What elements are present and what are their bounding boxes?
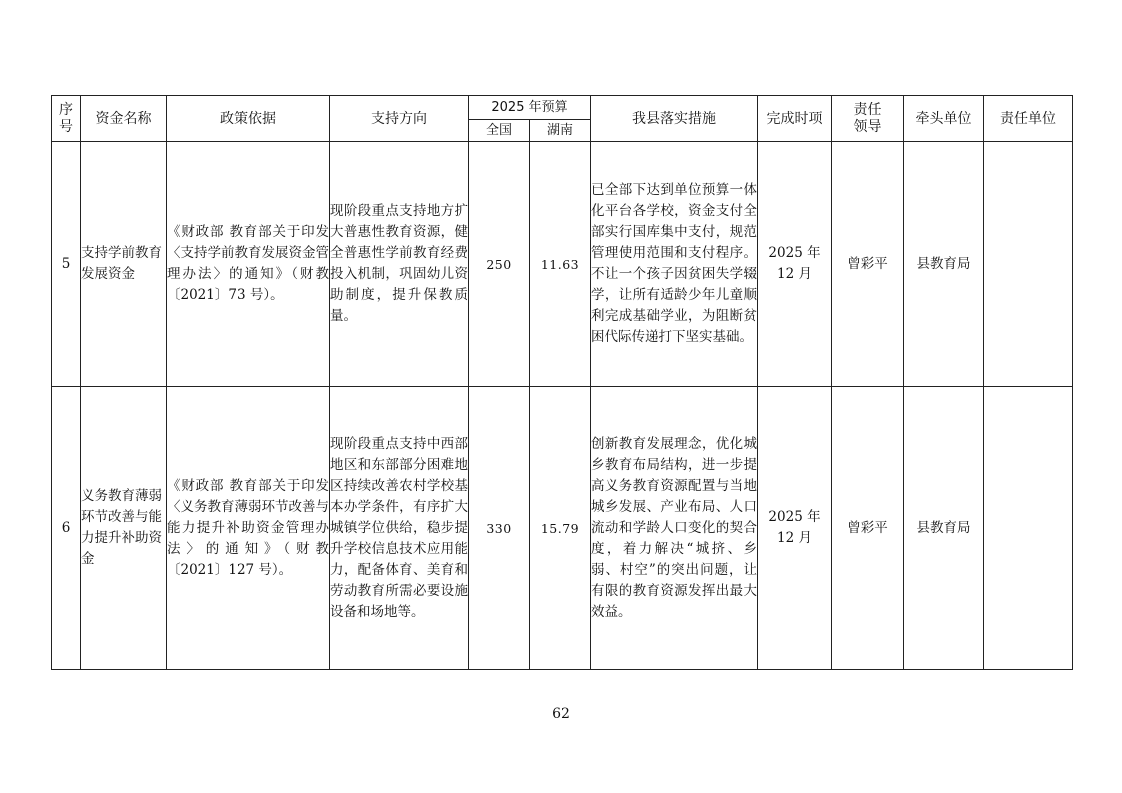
cell-responsible-unit <box>984 142 1073 387</box>
header-lead-unit: 牵头单位 <box>904 96 984 142</box>
cell-completion-time: 2025 年 12 月 <box>758 142 832 387</box>
page-number: 62 <box>552 706 570 722</box>
table-row <box>52 142 1073 387</box>
cell-budget-hunan: 11.63 <box>530 142 591 387</box>
cell-responsible-unit <box>984 387 1073 670</box>
cell-fund-name: 支持学前教育发展资金 <box>81 142 167 387</box>
header-budget-group: 2025 年预算 <box>469 96 591 120</box>
cell-budget-hunan: 15.79 <box>530 387 591 670</box>
cell-seq: 6 <box>52 387 81 670</box>
header-budget-hunan: 湖南 <box>530 120 591 142</box>
cell-fund-name: 义务教育薄弱环节改善与能力提升补助资金 <box>81 387 167 670</box>
table-row <box>52 387 1073 670</box>
cell-budget-national: 250 <box>469 142 530 387</box>
cell-county-measures: 创新教育发展理念，优化城乡教育布局结构，进一步提高义务教育资源配置与当地城乡发展、产业布局、人口流动和学龄人口变化的契合度，着力解决“城挤、乡弱、村空”的突出问题，让有限的教育资源发挥出最大效益。 <box>591 387 758 670</box>
cell-policy-basis: 《财政部 教育部关于印发〈支持学前教育发展资金管理办法〉的通知》（财教〔2021〕73 号）。 <box>167 142 330 387</box>
header-row-1 <box>52 96 1073 120</box>
cell-county-measures: 已全部下达到单位预算一体化平台各学校，资金支付全部实行国库集中支付，规范管理使用范围和支付程序。不让一个孩子因贫困失学辍学，让所有适龄少年儿童顺利完成基础学业，为阻断贫困代际传递打下坚实基础。 <box>591 142 758 387</box>
cell-lead-unit: 县教育局 <box>904 142 984 387</box>
header-seq: 序号 <box>52 96 81 142</box>
cell-lead-unit: 县教育局 <box>904 387 984 670</box>
header-budget-national: 全国 <box>469 120 530 142</box>
cell-completion-time: 2025 年 12 月 <box>758 387 832 670</box>
header-policy-basis: 政策依据 <box>167 96 330 142</box>
header-fund-name: 资金名称 <box>81 96 167 142</box>
fund-table <box>51 95 1073 670</box>
header-completion-time: 完成时项 <box>758 96 832 142</box>
header-responsible-unit: 责任单位 <box>984 96 1073 142</box>
header-responsible-leader: 责任领导 <box>832 96 904 142</box>
cell-budget-national: 330 <box>469 387 530 670</box>
cell-seq: 5 <box>52 142 81 387</box>
cell-support-direction: 现阶段重点支持中西部地区和东部部分困难地区持续改善农村学校基本办学条件，有序扩大城镇学位供给，稳步提升学校信息技术应用能力，配备体育、美育和劳动教育所需必要设施设备和场地等。 <box>330 387 469 670</box>
cell-policy-basis: 《财政部 教育部关于印发〈义务教育薄弱环节改善与能力提升补助资金管理办法〉的通知》（财教〔2021〕127 号）。 <box>167 387 330 670</box>
header-support-direction: 支持方向 <box>330 96 469 142</box>
cell-responsible-leader: 曾彩平 <box>832 142 904 387</box>
cell-support-direction: 现阶段重点支持地方扩大普惠性教育资源，健全普惠性学前教育经费投入机制，巩固幼儿资助制度，提升保教质量。 <box>330 142 469 387</box>
cell-responsible-leader: 曾彩平 <box>832 387 904 670</box>
header-county-measures: 我县落实措施 <box>591 96 758 142</box>
